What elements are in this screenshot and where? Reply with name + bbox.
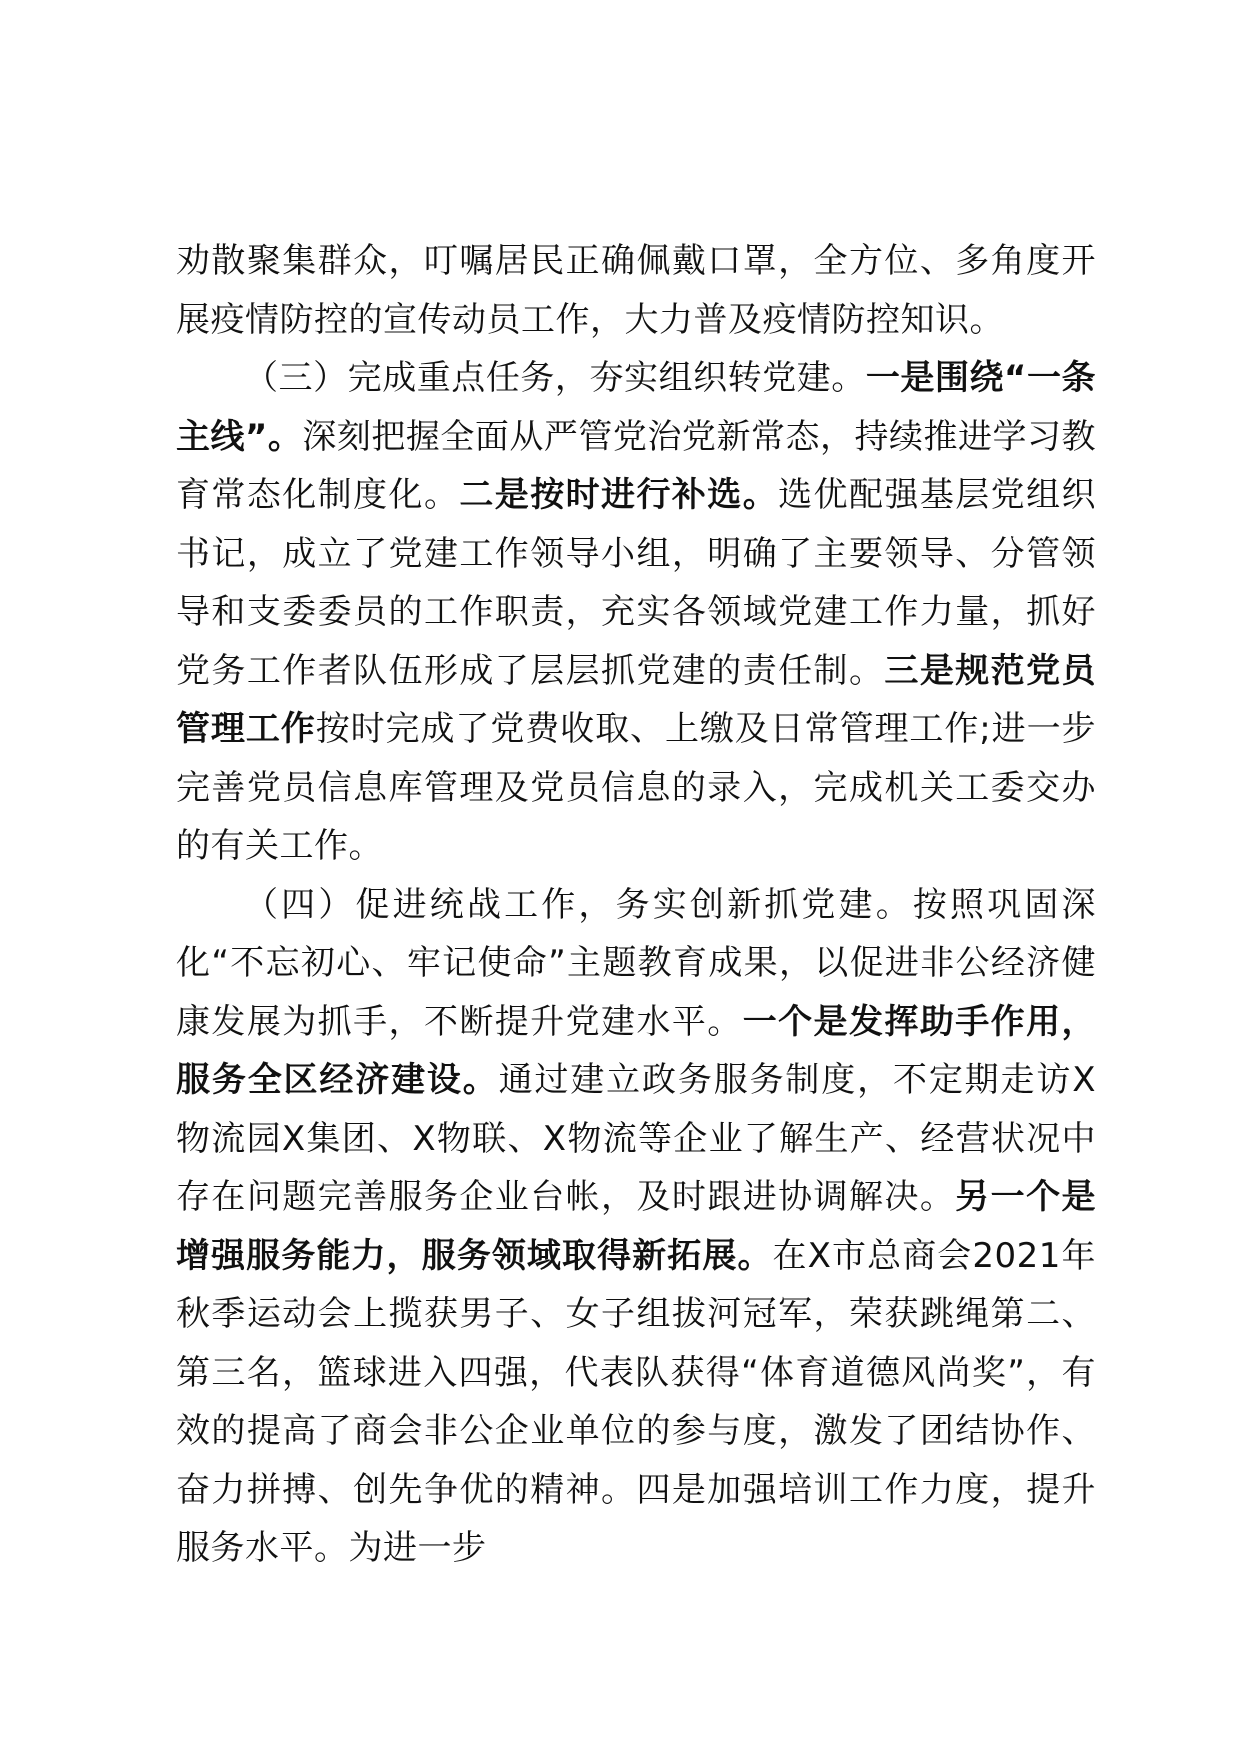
bold-heading: 二是按时进行补选。 — [459, 475, 779, 515]
paragraph-1 — [176, 232, 1096, 349]
bold-heading: 三是规范党员管理工作 — [176, 650, 1097, 749]
paragraph-3 — [176, 876, 1096, 1578]
text-run: （四）促进统战工作，务实创新抓党建。按照巩固深化“不忘初心、牢记使命”主题教育成果，以促进非公经济健康发展为抓手，不断提升党建水平。 — [176, 884, 1096, 1042]
text-run: 深刻把握全面从严管党治党新常态，持续推进学习教育常态化制度化。 — [176, 416, 1096, 515]
bold-heading: 一是围绕“一条主线”。 — [176, 358, 1096, 457]
text-run: （三）完成重点任务，夯实组织转党建。 — [244, 358, 866, 398]
text-run: 在X市总商会2021年秋季运动会上揽获男子、女子组拔河冠军，荣获跳绳第二、第三名，篮球进入四强，代表队获得“体育道德风尚奖”，有效的提高了商会非公企业单位的参与度，激发了团结协作、奋力拼搏、创先争优的精神。四是加强培训工作力度，提升服务水平。为进一步 — [176, 1235, 1096, 1568]
text-run: 选优配强基层党组织书记，成立了党建工作领导小组，明确了主要领导、分管领导和支委委员的工作职责，充实各领域党建工作力量，抓好党务工作者队伍形成了层层抓党建的责任制。 — [176, 475, 1096, 691]
paragraph-2 — [176, 349, 1096, 876]
body-text — [176, 232, 1096, 1578]
text-run: 劝散聚集群众，叮嘱居民正确佩戴口罩，全方位、多角度开展疫情防控的宣传动员工作，大力普及疫情防控知识。 — [176, 241, 1096, 340]
bold-heading: 一个是发挥助手作用，服务全区经济建设。 — [176, 1001, 1096, 1100]
text-run: 按时完成了党费收取、上缴及日常管理工作;进一步完善党员信息库管理及党员信息的录入，完成机关工委交办的有关工作。 — [176, 709, 1096, 866]
bold-heading: 另一个是增强服务能力，服务领域取得新拓展。 — [176, 1177, 1097, 1276]
text-run: 通过建立政务服务制度，不定期走访X物流园X集团、X物联、X物流等企业了解生产、经营状况中存在问题完善服务企业台帐，及时跟进协调解决。 — [176, 1060, 1097, 1217]
